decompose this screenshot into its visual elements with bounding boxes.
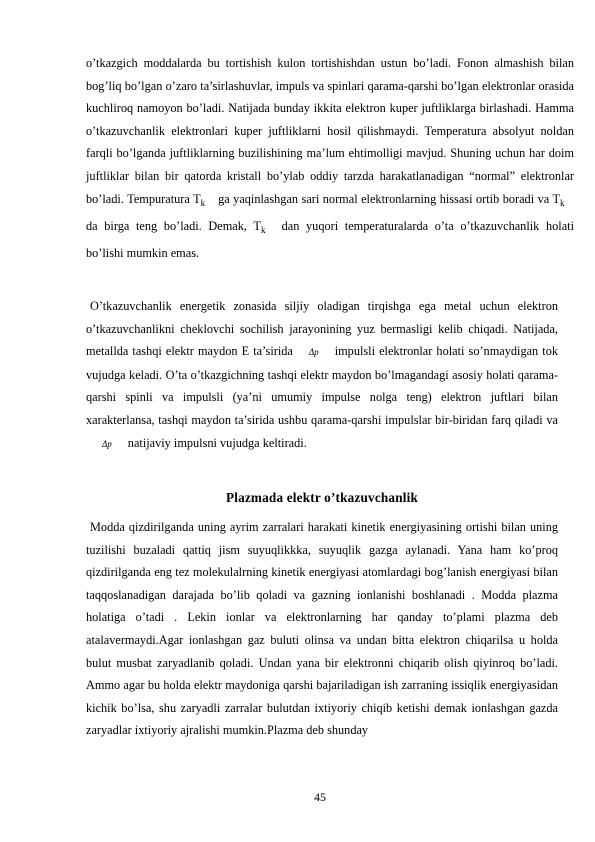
p2-text-3: natijaviy impulsni vujudga keltiradi. xyxy=(127,435,307,450)
p2-text-2: impulsli elektronlar holati so’nmaydigan tok vujudga keladi. O’ta o’tkazgichning tashqi elektr maydon bo’lmagandagi asosiy holati qarama-qarshi spinli va impulsli (ya’ni umumiy impulse nolga teng) elektron juftlari bilan xarakterlansa, tashqi maydon ta’sirida ushbu qarama-qarshi impulslar bir-biridan farq qiladi va xyxy=(86,344,558,427)
subscript-k-2: k xyxy=(560,198,565,209)
delta-p-symbol-2: Δp xyxy=(102,438,112,449)
p1-text-4: dan yuqori temperaturalarda o’ta o’tkazuvchanlik holati bo’lishi mumkin emas. xyxy=(86,218,574,260)
section-heading: Plazmada elektr o’tkazuvchanlik xyxy=(225,490,419,505)
p2-text-1: O’tkazuvchanlik energetik zonasida siljiy oladigan tirqishga ega metal uchun elektron o’tkazuvchanlikni cheklovchi sochilish jarayonining yuz bermasligi kelib chiqadi. Natijada, metallda tashqi elektr maydon E ta’sirida xyxy=(86,299,558,359)
paragraph-conduction-zone xyxy=(86,295,558,455)
subscript-k-3: k xyxy=(260,225,266,236)
subscript-k-1: k xyxy=(200,198,206,209)
p1-text-1: o’tkazgich moddalarda bu tortishish kulon tortishishdan ustun bo’ladi. Fonon almashish bilan bog’liq bo’lgan o’zaro ta’sirlashuvlar, impuls va spinlari qarama-qarshi bo’lgan elektronlar orasida kuchliroq namoyon bo’ladi. Natijada bunday ikkita elektron kuper juftliklarga birlashadi. Hamma o’tkazuvchanlik elektronlari kuper juftliklarni hosil qilishmaydi. Temperatura absolyut noldan farqli bo’lganda juftliklarning buzilishining ma’lum ehtimolligi mavjud. Shuning uchun har doim juftliklar bilan bir qatorda kristall bo’ylab oddiy tarzda harakatlanadigan “normal” elektronlar bo’ladi. Tempuratura T xyxy=(86,56,574,206)
paragraph-superconductivity-pairs xyxy=(86,52,574,264)
p1-text-2: ga yaqinlashgan sari normal elektronlarning hissasi ortib boradi va T xyxy=(214,191,560,206)
p1-text-3: da birga teng bo’ladi. Demak, T xyxy=(86,218,261,233)
page-number: 45 xyxy=(314,790,326,804)
paragraph-plasma: Modda qizdirilganda uning ayrim zarralari harakati kinetik energiyasining ortishi bilan uning tuzilishi buzaladi qattiq jism suyuqlikkka, suyuqlik gazga aylanadi. Yana ham ko’proq qizdirilganda eng tez molekulalrning kinetik energiyasi atomlardagi bog’lanish energiyasi bilan taqqoslanadigan darajada bo’lib qoladi va gazning ionlanishi boshlanadi . Modda plazma holatiga o’tadi . Lekin ionlar va elektronlarning har qanday to’plami plazma deb atalavermaydi.Agar ionlashgan gaz buluti olinsa va undan bitta elektron chiqarilsa u holda bulut musbat zaryadlanib qoladi. Undan yana bir elektronni chiqarib olish qiyinroq bo’ladi. Ammo agar bu holda elektr maydoniga qarshi bajariladigan ish zarraning issiqlik energiyasidan kichik bo’lsa, shu zaryadli zarralar bulutdan ixtiyoriy chiqib ketishi demak ionlashgan gazda zaryadlar ixtiyoriy ajralishi mumkin.Plazma deb shunday xyxy=(86,520,558,738)
delta-p-symbol-1: Δp xyxy=(308,347,319,358)
